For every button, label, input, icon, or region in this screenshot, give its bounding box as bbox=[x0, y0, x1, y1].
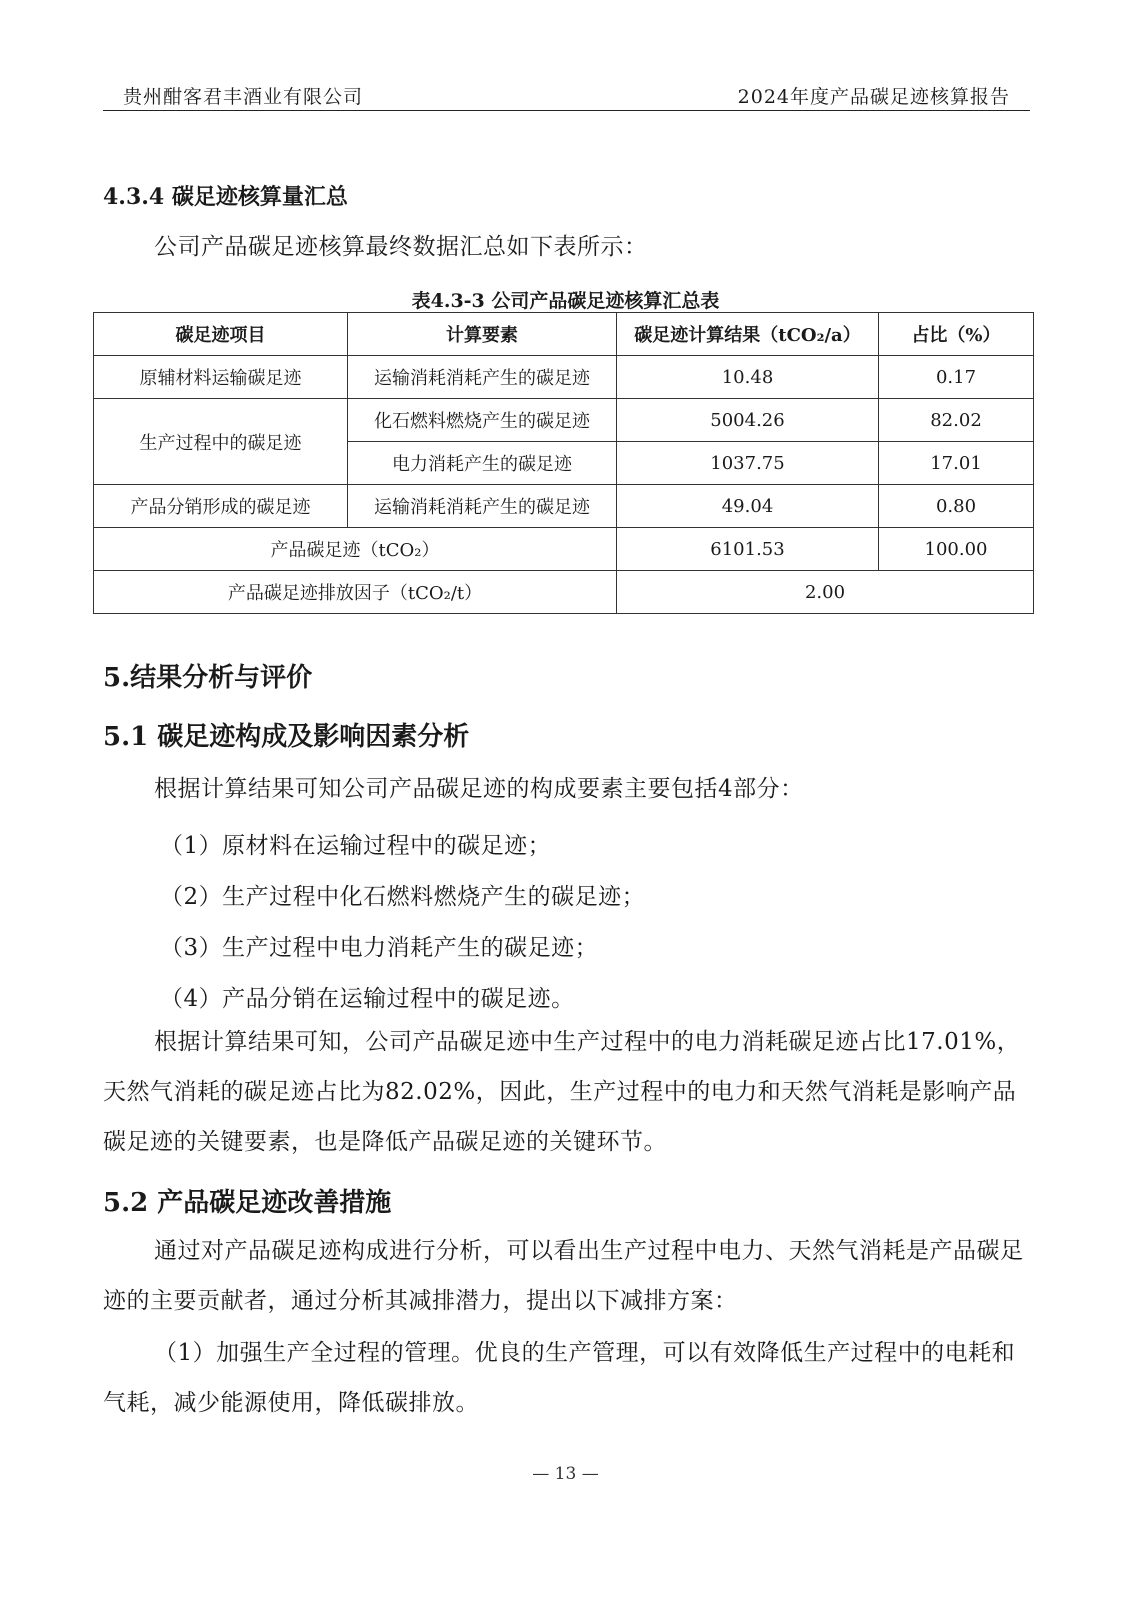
section-51-heading: 5.1 碳足迹构成及影响因素分析 bbox=[103, 722, 470, 752]
table-header-cell: 占比（%） bbox=[879, 313, 1034, 356]
table-cell-ratio: 0.80 bbox=[879, 485, 1034, 528]
table-caption: 表4.3-3 公司产品碳足迹核算汇总表 bbox=[411, 290, 720, 312]
table-total-ratio: 100.00 bbox=[879, 528, 1034, 571]
section-52-intro: 通过对产品碳足迹构成进行分析，可以看出生产过程中电力、天然气消耗是产品碳足迹的主要贡献者，通过分析其减排潜力，提出以下减排方案： bbox=[103, 1238, 1024, 1314]
table-cell-item: 生产过程中的碳足迹 bbox=[94, 399, 348, 485]
table-header-row bbox=[94, 313, 1034, 356]
section-51-intro: 根据计算结果可知公司产品碳足迹的构成要素主要包括4部分： bbox=[154, 776, 804, 802]
page-number: — 13 — bbox=[532, 1464, 599, 1484]
table-cell-result: 49.04 bbox=[617, 485, 879, 528]
list-item: （4）产品分销在运输过程中的碳足迹。 bbox=[160, 986, 575, 1012]
table-cell-element: 电力消耗产生的碳足迹 bbox=[348, 442, 617, 485]
page-header bbox=[103, 80, 1030, 111]
table-cell-result: 10.48 bbox=[617, 356, 879, 399]
table-row bbox=[94, 399, 1034, 442]
table-header-cell: 计算要素 bbox=[348, 313, 617, 356]
table-total-value: 6101.53 bbox=[617, 528, 879, 571]
section-5-heading: 5.结果分析与评价 bbox=[103, 663, 313, 693]
table-cell-ratio: 0.17 bbox=[879, 356, 1034, 399]
header-company: 贵州酣客君丰酒业有限公司 bbox=[123, 86, 364, 108]
section-51-conclusion: 根据计算结果可知，公司产品碳足迹中生产过程中的电力消耗碳足迹占比17.01%，天然气消耗的碳足迹占比为82.02%，因此，生产过程中的电力和天然气消耗是影响产品碳足迹的关键要素，也是降低产品碳足迹的关键环节。 bbox=[103, 1029, 1021, 1155]
table-cell-element: 运输消耗消耗产生的碳足迹 bbox=[348, 485, 617, 528]
table-cell-item: 产品分销形成的碳足迹 bbox=[94, 485, 348, 528]
list-item: （2）生产过程中化石燃料燃烧产生的碳足迹； bbox=[160, 884, 646, 910]
table-cell-ratio: 17.01 bbox=[879, 442, 1034, 485]
table-cell-ratio: 82.02 bbox=[879, 399, 1034, 442]
table-cell-element: 运输消耗消耗产生的碳足迹 bbox=[348, 356, 617, 399]
table-cell-item: 原辅材料运输碳足迹 bbox=[94, 356, 348, 399]
section-434-intro: 公司产品碳足迹核算最终数据汇总如下表所示： bbox=[154, 234, 648, 260]
table-header-cell: 碳足迹计算结果（tCO₂/a） bbox=[617, 313, 879, 356]
list-item: （3）生产过程中电力消耗产生的碳足迹； bbox=[160, 935, 599, 961]
section-52-heading: 5.2 产品碳足迹改善措施 bbox=[103, 1188, 392, 1218]
table-total-label: 产品碳足迹（tCO₂） bbox=[94, 528, 617, 571]
table-factor-value: 2.00 bbox=[617, 571, 1034, 614]
list-item: （1）原材料在运输过程中的碳足迹； bbox=[160, 833, 552, 859]
section-52-measure-1: （1）加强生产全过程的管理。优良的生产管理，可以有效降低生产过程中的电耗和气耗，减少能源使用，降低碳排放。 bbox=[103, 1340, 1016, 1416]
table-row bbox=[94, 356, 1034, 399]
section-434-heading: 4.3.4 碳足迹核算量汇总 bbox=[103, 184, 348, 210]
table-factor-row bbox=[94, 571, 1034, 614]
table-row bbox=[94, 485, 1034, 528]
table-total-row bbox=[94, 528, 1034, 571]
table-header-cell: 碳足迹项目 bbox=[94, 313, 348, 356]
table-cell-element: 化石燃料燃烧产生的碳足迹 bbox=[348, 399, 617, 442]
table-factor-label: 产品碳足迹排放因子（tCO₂/t） bbox=[94, 571, 617, 614]
header-report-title: 2024年度产品碳足迹核算报告 bbox=[737, 86, 1010, 108]
carbon-footprint-summary-table bbox=[93, 312, 1034, 614]
table-cell-result: 5004.26 bbox=[617, 399, 879, 442]
table-cell-result: 1037.75 bbox=[617, 442, 879, 485]
